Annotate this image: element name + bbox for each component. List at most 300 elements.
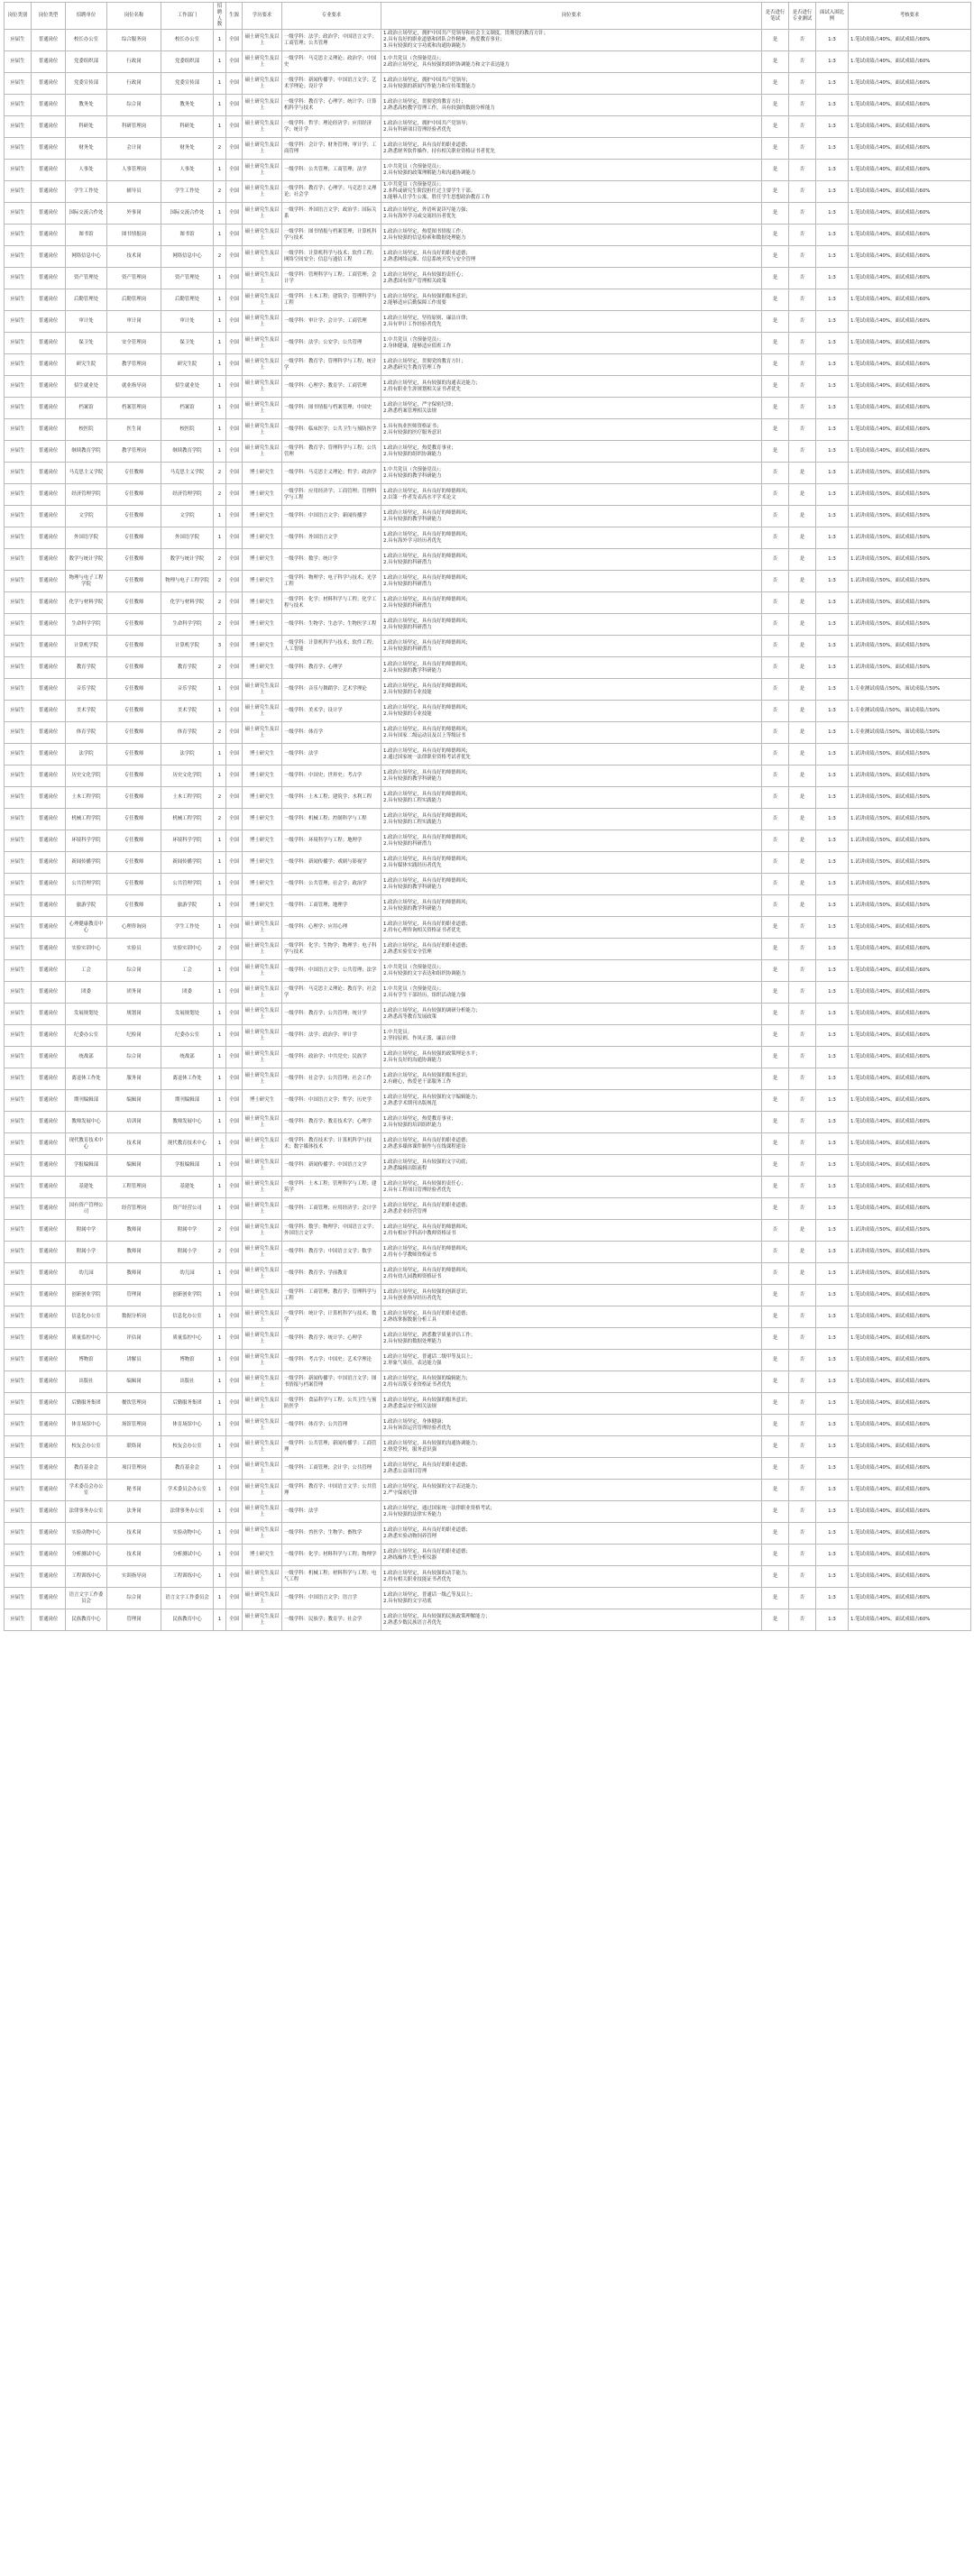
table-cell: 1.政治立场坚定，具有良好的师德师风； 2.通过国家统一法律职业资格考试者优先 bbox=[381, 744, 762, 765]
table-cell: 法学院 bbox=[66, 744, 107, 765]
table-cell: 1 bbox=[214, 917, 226, 939]
table-cell: 实验动物中心 bbox=[66, 1523, 107, 1545]
table-cell: 硕士研究生及以上 bbox=[243, 1501, 282, 1523]
table-cell: 1:3 bbox=[816, 138, 849, 160]
table-cell: 专任教师 bbox=[107, 506, 161, 527]
table-cell: 1.政治立场坚定，热爱图书情报工作； 2.具有较强的信息检索和数据处理能力 bbox=[381, 225, 762, 246]
table-header-row bbox=[5, 3, 971, 30]
table-cell: 是 bbox=[762, 1198, 789, 1220]
table-cell: 应届生 bbox=[5, 1025, 32, 1047]
table-cell: 是 bbox=[789, 830, 816, 852]
table-cell: 全国 bbox=[226, 333, 243, 354]
table-cell: 期刊编辑部 bbox=[66, 1090, 107, 1112]
table-cell: 1.试讲成绩占50%，面试成绩占50% bbox=[849, 787, 971, 809]
table-cell: 应届生 bbox=[5, 441, 32, 463]
table-cell: 1.政治立场坚定，具有良好的师德师风； 2.具有较强的科研潜力 bbox=[381, 636, 762, 657]
table-cell: 普通岗位 bbox=[32, 1155, 66, 1177]
table-row bbox=[5, 30, 971, 51]
table-cell: 幼儿园 bbox=[161, 1263, 214, 1285]
table-cell: 1 bbox=[214, 1523, 226, 1545]
table-cell: 一级学科：外国语言文学 bbox=[282, 527, 381, 549]
table-cell: 马克思主义学院 bbox=[66, 463, 107, 484]
table-cell: 档案馆 bbox=[161, 398, 214, 419]
table-row bbox=[5, 1198, 971, 1220]
table-cell: 后勤服务集团 bbox=[161, 1393, 214, 1415]
table-cell: 信息化办公室 bbox=[66, 1306, 107, 1328]
table-cell: 1:3 bbox=[816, 1371, 849, 1393]
table-cell: 普通岗位 bbox=[32, 1112, 66, 1133]
table-cell: 1:3 bbox=[816, 333, 849, 354]
table-cell: 党委组织部 bbox=[66, 51, 107, 73]
table-cell: 教师岗 bbox=[107, 1242, 161, 1263]
table-row bbox=[5, 765, 971, 787]
table-cell: 1.政治立场坚定，具有良好的师德师风； 2.持有幼儿园教师资格证书 bbox=[381, 1263, 762, 1285]
table-cell: 1.笔试成绩占40%，面试成绩占60% bbox=[849, 95, 971, 116]
table-cell: 1:3 bbox=[816, 744, 849, 765]
table-cell: 后勤管理处 bbox=[161, 289, 214, 311]
table-cell: 1.试讲成绩占50%，面试成绩占50% bbox=[849, 874, 971, 895]
table-cell: 一级学科：教育学；中国语言文学；数学 bbox=[282, 1242, 381, 1263]
table-cell: 应届生 bbox=[5, 311, 32, 333]
table-cell: 1.政治立场坚定，具有良好的师德师风； 2.具有较强的专业技能 bbox=[381, 679, 762, 701]
table-cell: 1:3 bbox=[816, 289, 849, 311]
table-cell: 发展规划处 bbox=[161, 1004, 214, 1025]
table-cell: 图书馆 bbox=[66, 225, 107, 246]
table-cell: 全国 bbox=[226, 506, 243, 527]
table-row bbox=[5, 830, 971, 852]
table-cell: 附属小学 bbox=[161, 1242, 214, 1263]
table-cell: 全国 bbox=[226, 1155, 243, 1177]
table-cell: 一级学科：图书情报与档案管理；中国史 bbox=[282, 398, 381, 419]
table-cell: 一级学科：临床医学；公共卫生与预防医学 bbox=[282, 419, 381, 441]
table-cell: 1.笔试成绩占40%，面试成绩占60% bbox=[849, 289, 971, 311]
table-cell: 1:3 bbox=[816, 484, 849, 506]
table-cell: 硕士研究生及以上 bbox=[243, 1263, 282, 1285]
table-cell: 1:3 bbox=[816, 917, 849, 939]
table-cell: 1 bbox=[214, 30, 226, 51]
table-cell: 旅游学院 bbox=[66, 895, 107, 917]
table-cell: 1 bbox=[214, 51, 226, 73]
table-cell: 应届生 bbox=[5, 1458, 32, 1480]
table-cell: 1 bbox=[214, 1068, 226, 1090]
table-cell: 应届生 bbox=[5, 506, 32, 527]
table-cell: 1.笔试成绩占40%，面试成绩占60% bbox=[849, 311, 971, 333]
table-cell: 1:3 bbox=[816, 960, 849, 982]
table-cell: 普通岗位 bbox=[32, 787, 66, 809]
table-cell: 1 bbox=[214, 441, 226, 463]
table-cell: 否 bbox=[762, 830, 789, 852]
table-cell: 否 bbox=[762, 874, 789, 895]
table-cell: 一级学科：工商管理；应用经济学；会计学 bbox=[282, 1198, 381, 1220]
table-cell: 一级学科：法学；政治学；审计学 bbox=[282, 1025, 381, 1047]
table-cell: 应届生 bbox=[5, 636, 32, 657]
table-cell: 1.政治立场坚定，具有良好的师德师风； 2.具有国家二级运动员及以上等级证书 bbox=[381, 722, 762, 744]
table-cell: 1.试讲成绩占50%，面试成绩占50% bbox=[849, 463, 971, 484]
table-cell: 评估岗 bbox=[107, 1328, 161, 1350]
table-cell: 1:3 bbox=[816, 1220, 849, 1242]
table-cell: 是 bbox=[762, 1545, 789, 1566]
table-cell: 财务处 bbox=[161, 138, 214, 160]
table-cell: 1.政治立场坚定，具有较强的服务意识； 2.能够适应后勤保障工作需要 bbox=[381, 289, 762, 311]
table-cell: 分析测试中心 bbox=[161, 1545, 214, 1566]
column-header: 考核要求 bbox=[849, 3, 971, 30]
table-cell: 综合岗 bbox=[107, 1588, 161, 1609]
table-cell: 一级学科：中国语言文学；语言学 bbox=[282, 1588, 381, 1609]
table-row bbox=[5, 1523, 971, 1545]
table-cell: 1.笔试成绩占40%，面试成绩占60% bbox=[849, 960, 971, 982]
table-cell: 1:3 bbox=[816, 614, 849, 636]
table-cell: 1.笔试成绩占40%，面试成绩占60% bbox=[849, 441, 971, 463]
table-cell: 1.专业测试成绩占50%，面试成绩占50% bbox=[849, 701, 971, 722]
table-cell: 否 bbox=[789, 73, 816, 95]
table-cell: 否 bbox=[789, 225, 816, 246]
table-cell: 1:3 bbox=[816, 787, 849, 809]
table-cell: 否 bbox=[789, 1177, 816, 1198]
table-cell: 1.笔试成绩占40%，面试成绩占60% bbox=[849, 939, 971, 960]
table-cell: 1:3 bbox=[816, 1090, 849, 1112]
table-cell: 1 bbox=[214, 1285, 226, 1306]
table-cell: 专任教师 bbox=[107, 852, 161, 874]
table-cell: 1.试讲成绩占50%，面试成绩占50% bbox=[849, 506, 971, 527]
table-cell: 经济管理学院 bbox=[66, 484, 107, 506]
table-cell: 1.政治立场坚定，拥护中国共产党领导； 2.具有科研项目管理经验者优先 bbox=[381, 116, 762, 138]
table-cell: 全国 bbox=[226, 1112, 243, 1133]
table-cell: 应届生 bbox=[5, 1242, 32, 1263]
table-cell: 硕士研究生及以上 bbox=[243, 203, 282, 225]
table-cell: 普通岗位 bbox=[32, 463, 66, 484]
table-cell: 全国 bbox=[226, 1090, 243, 1112]
table-cell: 否 bbox=[762, 679, 789, 701]
table-cell: 否 bbox=[762, 463, 789, 484]
table-cell: 是 bbox=[789, 636, 816, 657]
table-cell: 1.笔试成绩占40%，面试成绩占60% bbox=[849, 1025, 971, 1047]
table-cell: 1.笔试成绩占40%，面试成绩占60% bbox=[849, 268, 971, 289]
table-cell: 纪委办公室 bbox=[161, 1025, 214, 1047]
table-cell: 联络岗 bbox=[107, 1436, 161, 1458]
table-cell: 实验员 bbox=[107, 939, 161, 960]
table-cell: 1.政治立场坚定，具有较强的调研分析能力； 2.熟悉高等教育发展政策 bbox=[381, 1004, 762, 1025]
table-cell: 1 bbox=[214, 1480, 226, 1501]
table-cell: 应届生 bbox=[5, 1004, 32, 1025]
table-cell: 一级学科：新闻传播学；中国语言文学；图书情报与档案管理 bbox=[282, 1371, 381, 1393]
table-cell: 1.试讲成绩占50%，面试成绩占50% bbox=[849, 484, 971, 506]
table-cell: 校长办公室 bbox=[161, 30, 214, 51]
table-cell: 普通岗位 bbox=[32, 960, 66, 982]
table-cell: 1.中共党员（含预备党员）； 2.具有较强的政策理解能力和沟通协调能力 bbox=[381, 160, 762, 181]
table-cell: 一级学科：数学；物理学；中国语言文学；外国语言文学 bbox=[282, 1220, 381, 1242]
table-cell: 否 bbox=[789, 1523, 816, 1545]
table-cell: 普通岗位 bbox=[32, 1328, 66, 1350]
table-row bbox=[5, 246, 971, 268]
table-cell: 1 bbox=[214, 1609, 226, 1631]
table-cell: 否 bbox=[789, 1415, 816, 1436]
table-cell: 一级学科：新闻传播学；中国语言文学；艺术学理论；设计学 bbox=[282, 73, 381, 95]
table-cell: 1.政治立场坚定，热爱教育事业； 2.具有较强的培训组织能力 bbox=[381, 1112, 762, 1133]
table-cell: 硕士研究生及以上 bbox=[243, 311, 282, 333]
table-cell: 应届生 bbox=[5, 333, 32, 354]
table-cell: 马克思主义学院 bbox=[161, 463, 214, 484]
table-cell: 普通岗位 bbox=[32, 1545, 66, 1566]
table-cell: 1.笔试成绩占40%，面试成绩占60% bbox=[849, 30, 971, 51]
table-cell: 普通岗位 bbox=[32, 1047, 66, 1068]
table-cell: 1.笔试成绩占40%，面试成绩占60% bbox=[849, 1588, 971, 1609]
table-cell: 全国 bbox=[226, 441, 243, 463]
table-cell: 硕士研究生及以上 bbox=[243, 1393, 282, 1415]
table-cell: 1.政治立场坚定，具有良好的师德师风； 2.以第一作者发表高水平学术论文 bbox=[381, 484, 762, 506]
table-cell: 一级学科：物理学；电子科学与技术；光学工程 bbox=[282, 571, 381, 592]
table-cell: 化学与材料学院 bbox=[161, 592, 214, 614]
table-cell: 是 bbox=[789, 571, 816, 592]
table-cell: 1 bbox=[214, 1155, 226, 1177]
table-cell: 国有资产管理公司 bbox=[66, 1198, 107, 1220]
table-cell: 资产管理处 bbox=[161, 268, 214, 289]
table-cell: 应届生 bbox=[5, 1155, 32, 1177]
table-cell: 普通岗位 bbox=[32, 311, 66, 333]
table-cell: 应届生 bbox=[5, 852, 32, 874]
table-cell: 一级学科：中国语言文学；哲学；历史学 bbox=[282, 1090, 381, 1112]
table-cell: 普通岗位 bbox=[32, 549, 66, 571]
table-cell: 一级学科：机械工程；控制科学与工程 bbox=[282, 809, 381, 830]
table-cell: 全国 bbox=[226, 549, 243, 571]
table-cell: 1 bbox=[214, 1025, 226, 1047]
table-cell: 1:3 bbox=[816, 1306, 849, 1328]
table-cell: 普通岗位 bbox=[32, 181, 66, 203]
table-cell: 否 bbox=[789, 1545, 816, 1566]
table-cell: 1 bbox=[214, 874, 226, 895]
column-header: 是否进行笔试 bbox=[762, 3, 789, 30]
table-cell: 一级学科：新闻传播学；戏剧与影视学 bbox=[282, 852, 381, 874]
table-cell: 普通岗位 bbox=[32, 636, 66, 657]
table-cell: 应届生 bbox=[5, 809, 32, 830]
table-cell: 一级学科：审计学；会计学；工商管理 bbox=[282, 311, 381, 333]
table-cell: 1:3 bbox=[816, 1285, 849, 1306]
table-cell: 硕士研究生及以上 bbox=[243, 1371, 282, 1393]
table-cell: 1:3 bbox=[816, 246, 849, 268]
table-cell: 1:3 bbox=[816, 1588, 849, 1609]
table-cell: 1:3 bbox=[816, 1068, 849, 1090]
table-cell: 博士研究生 bbox=[243, 614, 282, 636]
table-cell: 1 bbox=[214, 1566, 226, 1588]
table-row bbox=[5, 809, 971, 830]
table-cell: 全国 bbox=[226, 311, 243, 333]
table-cell: 1.政治立场坚定，具有较强的民族政策理解能力； 2.熟悉少数民族语言者优先 bbox=[381, 1609, 762, 1631]
table-cell: 档案馆 bbox=[66, 398, 107, 419]
table-cell: 资产经营公司 bbox=[161, 1198, 214, 1220]
table-cell: 专任教师 bbox=[107, 592, 161, 614]
table-cell: 体育学院 bbox=[161, 722, 214, 744]
table-cell: 普通岗位 bbox=[32, 160, 66, 181]
table-cell: 1:3 bbox=[816, 1436, 849, 1458]
table-cell: 1.笔试成绩占40%，面试成绩占60% bbox=[849, 1112, 971, 1133]
table-cell: 附属中学 bbox=[66, 1220, 107, 1242]
table-cell: 1.笔试成绩占40%，面试成绩占60% bbox=[849, 138, 971, 160]
table-cell: 就业指导岗 bbox=[107, 376, 161, 398]
table-cell: 1.试讲成绩占50%，面试成绩占50% bbox=[849, 809, 971, 830]
table-cell: 1.政治立场坚定，普通话一级乙等及以上； 2.具有较强的文字功底 bbox=[381, 1588, 762, 1609]
table-cell: 是 bbox=[762, 30, 789, 51]
table-cell: 1.笔试成绩占40%，面试成绩占60% bbox=[849, 1480, 971, 1501]
table-cell: 应届生 bbox=[5, 1480, 32, 1501]
table-cell: 一级学科：化学；材料科学与工程；物理学 bbox=[282, 1545, 381, 1566]
table-cell: 专任教师 bbox=[107, 484, 161, 506]
table-cell: 普通岗位 bbox=[32, 1350, 66, 1371]
table-cell: 硕士研究生及以上 bbox=[243, 1609, 282, 1631]
table-cell: 心理咨询岗 bbox=[107, 917, 161, 939]
table-cell: 1 bbox=[214, 1350, 226, 1371]
table-cell: 是 bbox=[762, 1133, 789, 1155]
table-cell: 普通岗位 bbox=[32, 1025, 66, 1047]
table-cell: 研究生院 bbox=[161, 354, 214, 376]
table-cell: 硕士研究生及以上 bbox=[243, 1480, 282, 1501]
column-header: 生源 bbox=[226, 3, 243, 30]
table-cell: 继续教育学院 bbox=[161, 441, 214, 463]
table-cell: 教务处 bbox=[161, 95, 214, 116]
table-cell: 一级学科：教育技术学；计算机科学与技术；数字媒体技术 bbox=[282, 1133, 381, 1155]
table-cell: 应届生 bbox=[5, 116, 32, 138]
table-cell: 1:3 bbox=[816, 571, 849, 592]
table-cell: 是 bbox=[762, 1328, 789, 1350]
table-cell: 应届生 bbox=[5, 95, 32, 116]
table-cell: 1:3 bbox=[816, 116, 849, 138]
table-cell: 教育基金会 bbox=[161, 1458, 214, 1480]
table-cell: 是 bbox=[762, 1025, 789, 1047]
table-cell: 一级学科：外国语言文学；政治学；国际关系 bbox=[282, 203, 381, 225]
table-cell: 质量监控中心 bbox=[161, 1328, 214, 1350]
table-cell: 是 bbox=[789, 744, 816, 765]
table-cell: 1.中共党员（含预备党员）； 2.政治立场坚定，具有较强的组织协调能力和文字表达能力 bbox=[381, 51, 762, 73]
table-cell: 专任教师 bbox=[107, 679, 161, 701]
table-cell: 1:3 bbox=[816, 636, 849, 657]
table-cell: 计算机学院 bbox=[161, 636, 214, 657]
table-cell: 硕士研究生及以上 bbox=[243, 1025, 282, 1047]
table-cell: 出版社 bbox=[161, 1371, 214, 1393]
table-cell: 是 bbox=[789, 787, 816, 809]
table-cell: 全国 bbox=[226, 744, 243, 765]
table-cell: 新闻传播学院 bbox=[161, 852, 214, 874]
table-cell: 1:3 bbox=[816, 1112, 849, 1133]
table-cell: 是 bbox=[762, 268, 789, 289]
table-cell: 一级学科：教育学；统计学；心理学 bbox=[282, 1328, 381, 1350]
table-row bbox=[5, 1501, 971, 1523]
table-cell: 1.试讲成绩占50%，面试成绩占50% bbox=[849, 549, 971, 571]
table-cell: 校医院 bbox=[66, 419, 107, 441]
column-header: 招聘人数 bbox=[214, 3, 226, 30]
table-cell: 全国 bbox=[226, 289, 243, 311]
table-cell: 历史文化学院 bbox=[66, 765, 107, 787]
table-cell: 1 bbox=[214, 419, 226, 441]
table-cell: 硕士研究生及以上 bbox=[243, 333, 282, 354]
table-cell: 创新创业学院 bbox=[161, 1285, 214, 1306]
table-cell: 1.笔试成绩占40%，面试成绩占60% bbox=[849, 1350, 971, 1371]
table-cell: 1.笔试成绩占40%，面试成绩占60% bbox=[849, 160, 971, 181]
table-cell: 应届生 bbox=[5, 939, 32, 960]
column-header: 招聘单位 bbox=[66, 3, 107, 30]
table-cell: 1:3 bbox=[816, 398, 849, 419]
table-cell: 基建处 bbox=[66, 1177, 107, 1198]
table-cell: 博士研究生 bbox=[243, 895, 282, 917]
table-cell: 应届生 bbox=[5, 1415, 32, 1436]
table-cell: 普通岗位 bbox=[32, 138, 66, 160]
table-cell: 全国 bbox=[226, 1458, 243, 1480]
table-cell: 普通岗位 bbox=[32, 1436, 66, 1458]
table-cell: 是 bbox=[789, 895, 816, 917]
table-row bbox=[5, 614, 971, 636]
table-cell: 一级学科：教育学；心理学；马克思主义理论；社会学 bbox=[282, 181, 381, 203]
table-cell: 普通岗位 bbox=[32, 1609, 66, 1631]
table-cell: 1 bbox=[214, 289, 226, 311]
table-cell: 全国 bbox=[226, 1263, 243, 1285]
table-cell: 否 bbox=[789, 354, 816, 376]
table-cell: 旅游学院 bbox=[161, 895, 214, 917]
table-cell: 编辑岗 bbox=[107, 1090, 161, 1112]
table-cell: 普通岗位 bbox=[32, 51, 66, 73]
table-cell: 资产管理岗 bbox=[107, 268, 161, 289]
table-cell: 一级学科：民族学；教育学；社会学 bbox=[282, 1609, 381, 1631]
table-cell: 全国 bbox=[226, 917, 243, 939]
table-cell: 硕士研究生及以上 bbox=[243, 398, 282, 419]
table-cell: 否 bbox=[789, 1328, 816, 1350]
table-cell: 全国 bbox=[226, 982, 243, 1004]
table-cell: 普通岗位 bbox=[32, 1480, 66, 1501]
table-cell: 科研管理岗 bbox=[107, 116, 161, 138]
table-cell: 否 bbox=[762, 549, 789, 571]
table-cell: 普通岗位 bbox=[32, 333, 66, 354]
table-cell: 全国 bbox=[226, 51, 243, 73]
table-cell: 1 bbox=[214, 852, 226, 874]
table-cell: 全国 bbox=[226, 1242, 243, 1263]
table-cell: 1 bbox=[214, 744, 226, 765]
table-cell: 1:3 bbox=[816, 852, 849, 874]
table-cell: 普通岗位 bbox=[32, 657, 66, 679]
table-cell: 硕士研究生及以上 bbox=[243, 1004, 282, 1025]
table-cell: 专任教师 bbox=[107, 874, 161, 895]
table-cell: 一级学科：中国语言文学；新闻传播学 bbox=[282, 506, 381, 527]
table-cell: 否 bbox=[762, 636, 789, 657]
table-cell: 1:3 bbox=[816, 506, 849, 527]
table-cell: 附属小学 bbox=[66, 1242, 107, 1263]
table-cell: 否 bbox=[789, 1566, 816, 1588]
table-cell: 否 bbox=[762, 1263, 789, 1285]
table-cell: 一级学科：计算机科学与技术；软件工程；网络空间安全；信息与通信工程 bbox=[282, 246, 381, 268]
table-cell: 普通岗位 bbox=[32, 1133, 66, 1155]
table-cell: 一级学科：法学；公安学；公共管理 bbox=[282, 333, 381, 354]
table-cell: 资产管理处 bbox=[66, 268, 107, 289]
table-cell: 否 bbox=[789, 1609, 816, 1631]
table-cell: 实训指导岗 bbox=[107, 1566, 161, 1588]
table-cell: 1.试讲成绩占50%，面试成绩占50% bbox=[849, 895, 971, 917]
table-cell: 硕士研究生及以上 bbox=[243, 1523, 282, 1545]
table-cell: 是 bbox=[762, 1068, 789, 1090]
table-cell: 博物馆 bbox=[66, 1350, 107, 1371]
table-cell: 1 bbox=[214, 311, 226, 333]
table-cell: 全国 bbox=[226, 527, 243, 549]
table-cell: 一级学科：工商管理；教育学；管理科学与工程 bbox=[282, 1285, 381, 1306]
table-cell: 1 bbox=[214, 1090, 226, 1112]
table-cell: 学术委员会办公室 bbox=[66, 1480, 107, 1501]
table-cell: 一级学科：马克思主义理论；教育学；社会学 bbox=[282, 982, 381, 1004]
table-cell: 会计岗 bbox=[107, 138, 161, 160]
table-cell: 硕士研究生及以上 bbox=[243, 138, 282, 160]
table-cell: 应届生 bbox=[5, 1350, 32, 1371]
table-cell: 一级学科：教育学；管理科学与工程；统计学 bbox=[282, 354, 381, 376]
table-cell: 1.试讲成绩占50%，面试成绩占50% bbox=[849, 852, 971, 874]
table-cell: 博士研究生 bbox=[243, 657, 282, 679]
table-cell: 1.笔试成绩占40%，面试成绩占60% bbox=[849, 1155, 971, 1177]
table-cell: 继续教育学院 bbox=[66, 441, 107, 463]
table-cell: 普通岗位 bbox=[32, 95, 66, 116]
table-cell: 普通岗位 bbox=[32, 1090, 66, 1112]
table-cell: 1:3 bbox=[816, 376, 849, 398]
